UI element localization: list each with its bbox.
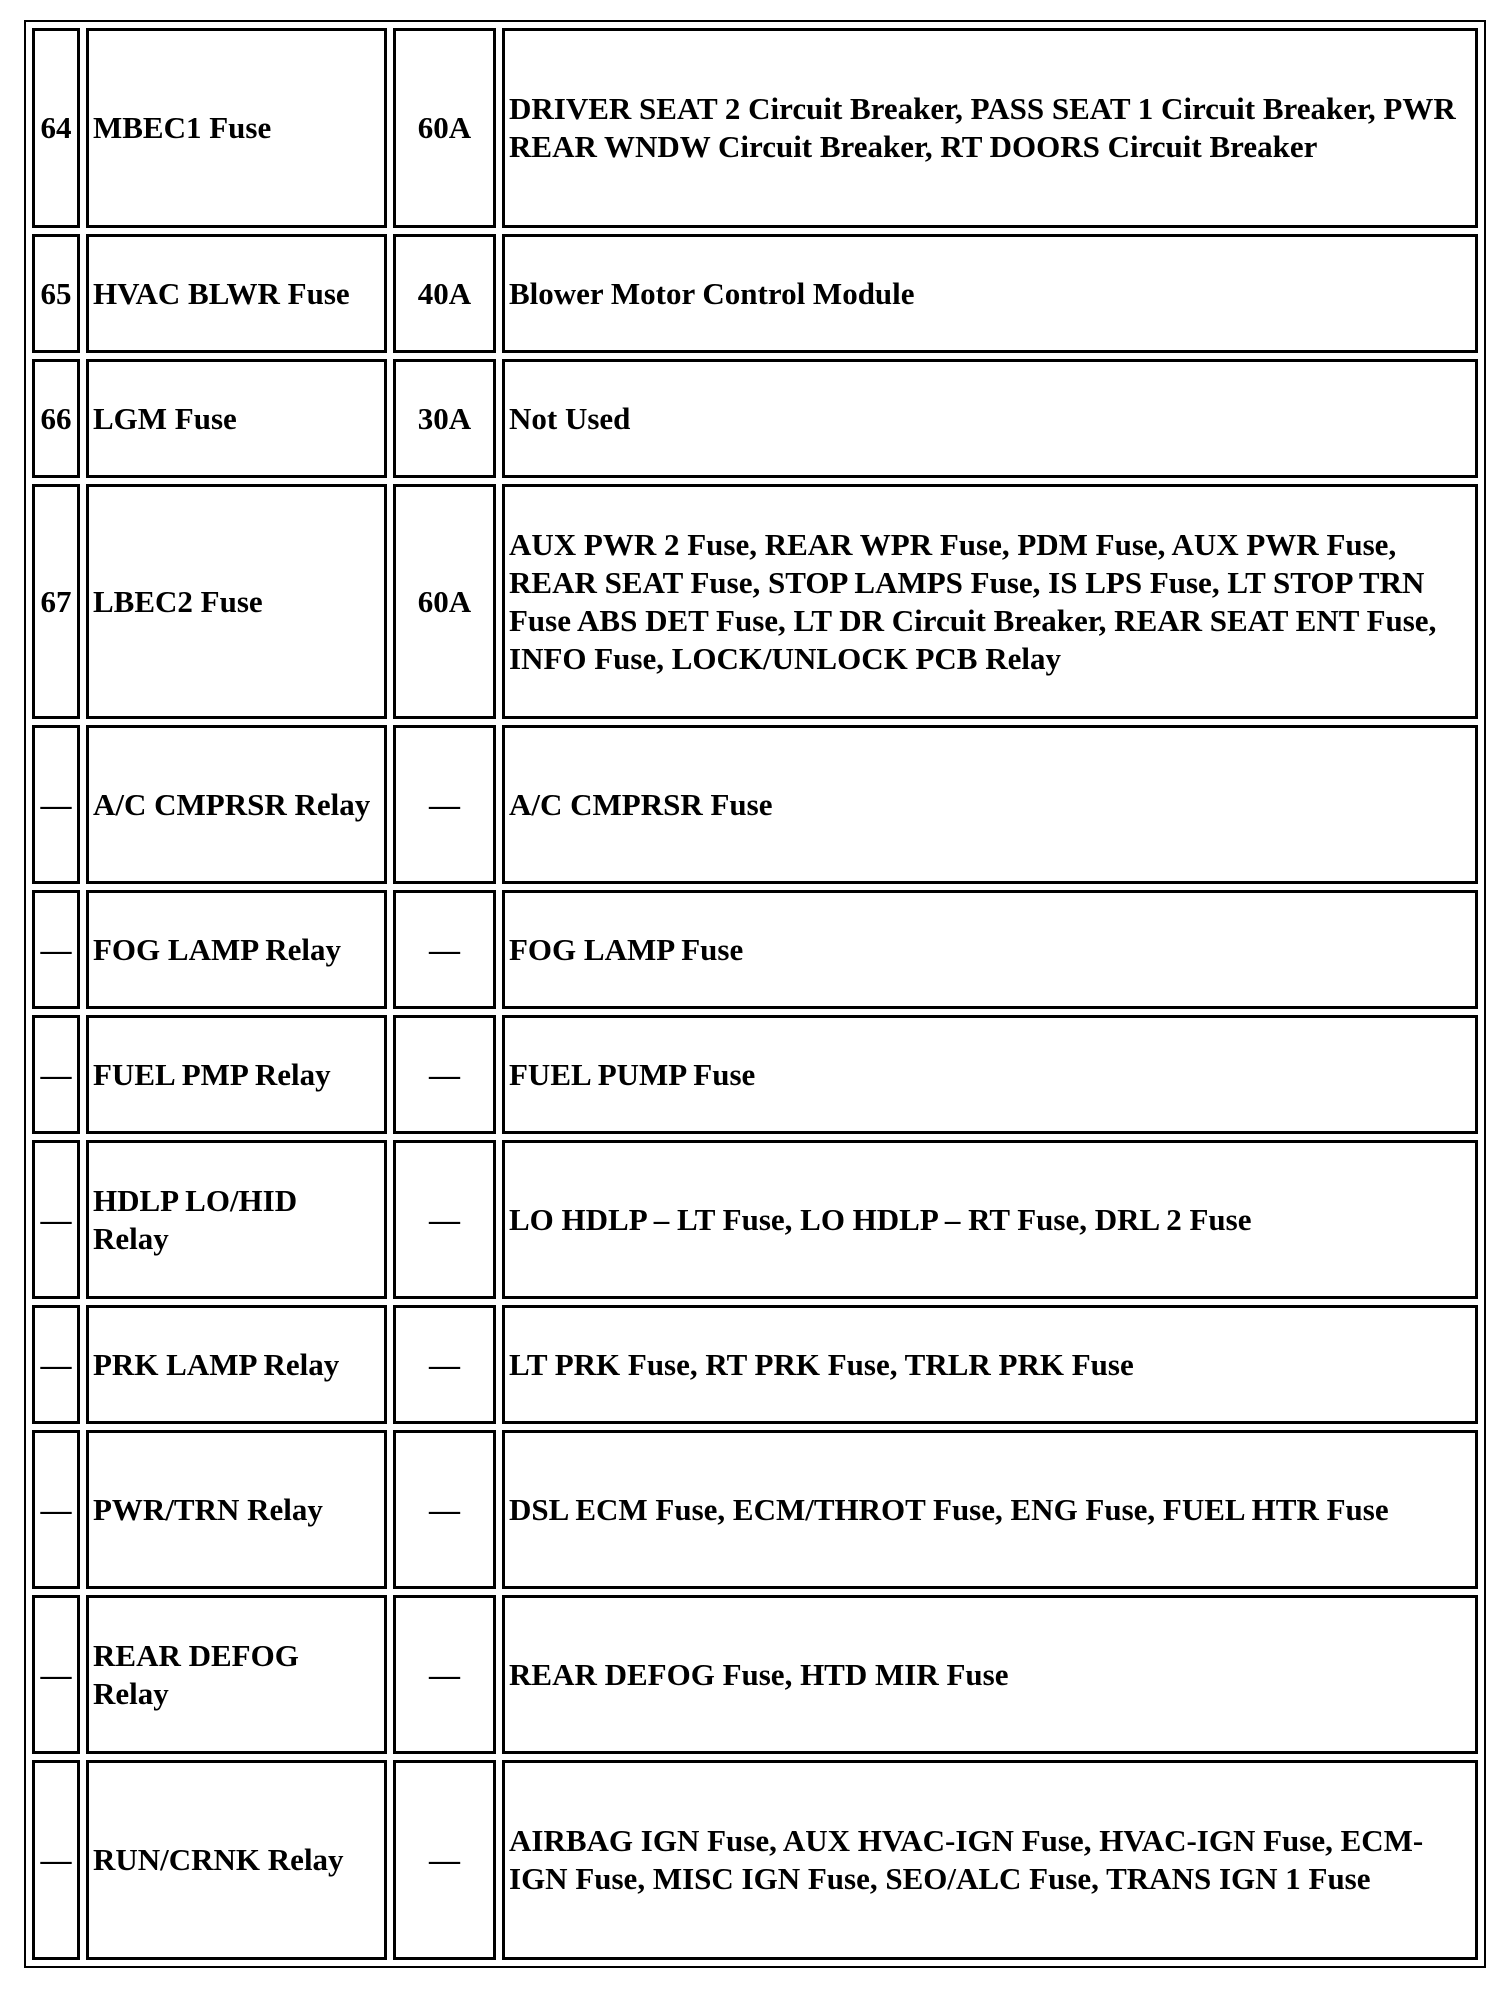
table-row [32, 1595, 1478, 1754]
relay-usage: FUEL PUMP Fuse [502, 1015, 1478, 1134]
relay-usage: FOG LAMP Fuse [502, 890, 1478, 1009]
relay-name: REAR DEFOG Relay [86, 1595, 387, 1754]
relay-number: — [32, 1015, 80, 1134]
relay-usage: A/C CMPRSR Fuse [502, 725, 1478, 884]
table-row [32, 1760, 1478, 1960]
fuse-name: LGM Fuse [86, 359, 387, 478]
table-row [32, 484, 1478, 719]
relay-name: HDLP LO/HID Relay [86, 1140, 387, 1299]
fuse-relay-table [24, 20, 1486, 1968]
table-row [32, 890, 1478, 1009]
relay-usage: DSL ECM Fuse, ECM/THROT Fuse, ENG Fuse, FUEL HTR Fuse [502, 1430, 1478, 1589]
relay-usage: AIRBAG IGN Fuse, AUX HVAC-IGN Fuse, HVAC-IGN Fuse, ECM-IGN Fuse, MISC IGN Fuse, SEO/ALC Fuse, TRANS IGN 1 Fuse [502, 1760, 1478, 1960]
fuse-usage: AUX PWR 2 Fuse, REAR WPR Fuse, PDM Fuse, AUX PWR Fuse, REAR SEAT Fuse, STOP LAMPS Fuse, IS LPS Fuse, LT STOP TRN Fuse ABS DET Fuse, LT DR Circuit Breaker, REAR SEAT ENT Fuse, INFO Fuse, LOCK/UNLOCK PCB Relay [502, 484, 1478, 719]
table-row [32, 359, 1478, 478]
fuse-rating: 60A [393, 484, 496, 719]
table-row [32, 1015, 1478, 1134]
relay-number: — [32, 725, 80, 884]
relay-name: PWR/TRN Relay [86, 1430, 387, 1589]
relay-name: FUEL PMP Relay [86, 1015, 387, 1134]
relay-name: PRK LAMP Relay [86, 1305, 387, 1424]
relay-number: — [32, 1595, 80, 1754]
relay-number: — [32, 1140, 80, 1299]
relay-number: — [32, 1430, 80, 1589]
table-row [32, 28, 1478, 228]
fuse-name: LBEC2 Fuse [86, 484, 387, 719]
table-row [32, 725, 1478, 884]
relay-rating: — [393, 1305, 496, 1424]
fuse-rating: 40A [393, 234, 496, 353]
table-row [32, 1140, 1478, 1299]
fuse-usage: DRIVER SEAT 2 Circuit Breaker, PASS SEAT 1 Circuit Breaker, PWR REAR WNDW Circuit Breaker, RT DOORS Circuit Breaker [502, 28, 1478, 228]
fuse-number: 67 [32, 484, 80, 719]
fuse-number: 64 [32, 28, 80, 228]
fuse-number: 66 [32, 359, 80, 478]
table-row [32, 1430, 1478, 1589]
relay-rating: — [393, 725, 496, 884]
relay-usage: LO HDLP – LT Fuse, LO HDLP – RT Fuse, DRL 2 Fuse [502, 1140, 1478, 1299]
relay-rating: — [393, 890, 496, 1009]
relay-rating: — [393, 1140, 496, 1299]
fuse-name: MBEC1 Fuse [86, 28, 387, 228]
fuse-usage: Not Used [502, 359, 1478, 478]
relay-rating: — [393, 1015, 496, 1134]
relay-number: — [32, 890, 80, 1009]
fuse-table-page [24, 20, 1480, 1968]
relay-usage: LT PRK Fuse, RT PRK Fuse, TRLR PRK Fuse [502, 1305, 1478, 1424]
table-row [32, 234, 1478, 353]
fuse-rating: 60A [393, 28, 496, 228]
fuse-name: HVAC BLWR Fuse [86, 234, 387, 353]
relay-name: RUN/CRNK Relay [86, 1760, 387, 1960]
relay-usage: REAR DEFOG Fuse, HTD MIR Fuse [502, 1595, 1478, 1754]
fuse-usage: Blower Motor Control Module [502, 234, 1478, 353]
relay-number: — [32, 1305, 80, 1424]
relay-rating: — [393, 1760, 496, 1960]
relay-number: — [32, 1760, 80, 1960]
relay-rating: — [393, 1595, 496, 1754]
relay-rating: — [393, 1430, 496, 1589]
relay-name: A/C CMPRSR Relay [86, 725, 387, 884]
fuse-rating: 30A [393, 359, 496, 478]
table-row [32, 1305, 1478, 1424]
relay-name: FOG LAMP Relay [86, 890, 387, 1009]
fuse-number: 65 [32, 234, 80, 353]
